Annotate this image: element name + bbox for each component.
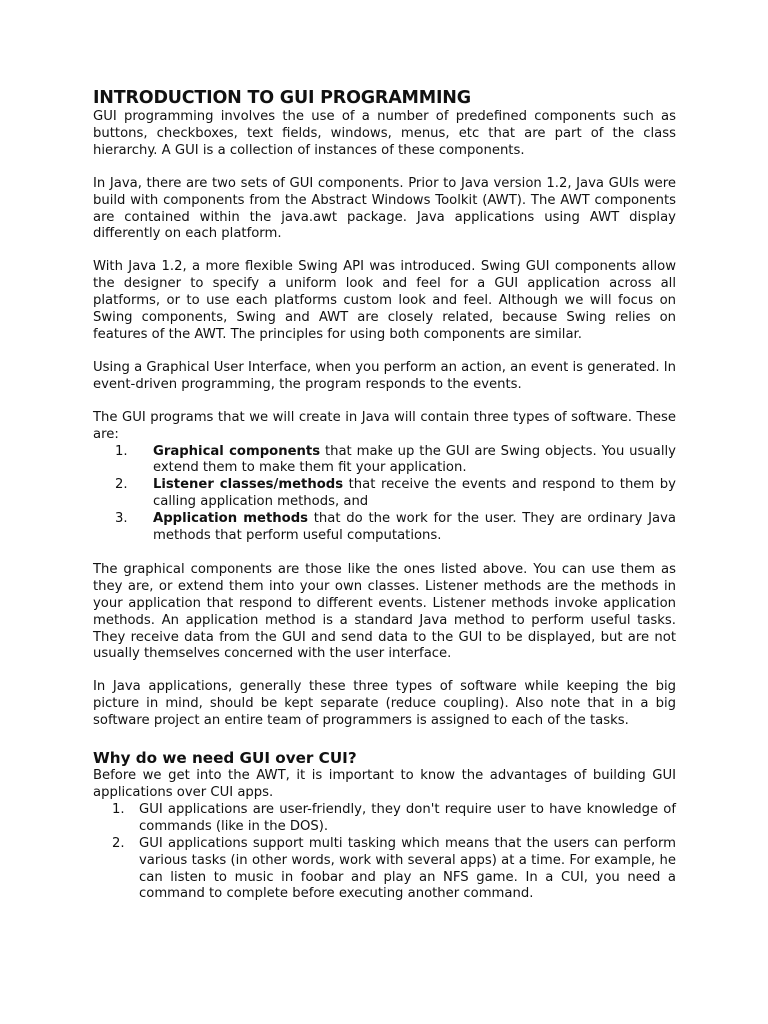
paragraph-intro: GUI programming involves the use of a number of predefined components such as buttons, checkboxes, text fields, windows, menus, etc that are part of the class hierarchy. A GUI is a collection of instances of these components. — [93, 109, 676, 158]
paragraph-software-types: The GUI programs that we will create in Java will contain three types of software. These are: — [93, 409, 676, 442]
list-item — [93, 511, 676, 545]
section-heading: Why do we need GUI over CUI? — [93, 749, 357, 768]
list-number: 2. — [115, 477, 128, 493]
advantages-list — [93, 802, 676, 903]
list-text: GUI applications support multi tasking which means that the users can perform various tasks (in other words, work with several apps) at a time. For example, he can listen to music in foobar and play an NFS game. In a CUI, you need a command to complete before executing another command. — [139, 835, 676, 902]
list-number: 3. — [115, 511, 128, 527]
list-number: 1. — [115, 443, 128, 459]
list-item — [93, 444, 676, 478]
software-types-list — [93, 444, 676, 545]
list-item — [93, 836, 676, 904]
list-item — [93, 477, 676, 511]
paragraph-coupling: In Java applications, generally these three types of software while keeping the big picture in mind, should be kept separate (reduce coupling). Also note that in a big software project an entire team of programmers is assigned to each of the tasks. — [93, 679, 676, 729]
list-text — [153, 444, 676, 478]
list-description: that make up the GUI are Swing objects. You usually extend them to make them fit your application. — [153, 443, 676, 476]
list-text — [153, 477, 676, 511]
paragraph-awt: In Java, there are two sets of GUI components. Prior to Java version 1.2, Java GUIs were build with components from the Abstract Windows Toolkit (AWT). The AWT components are contained within the java.awt package. Java applications using AWT display differently on each platform. — [93, 175, 676, 242]
list-number: 2. — [112, 835, 125, 851]
list-term: Listener classes/methods — [153, 477, 344, 493]
list-number: 1. — [112, 801, 125, 817]
paragraph-events: Using a Graphical User Interface, when you perform an action, an event is generated. In event-driven programming, the program responds to the events. — [93, 359, 676, 392]
list-description: that do the work for the user. They are ordinary Java methods that perform useful computations. — [153, 511, 676, 544]
list-term: Graphical components — [153, 443, 321, 459]
page-title: INTRODUCTION TO GUI PROGRAMMING — [93, 88, 471, 108]
list-text — [153, 511, 676, 545]
paragraph-components: The graphical components are those like the ones listed above. You can use them as they are, or extend them into your own classes. Listener methods are the methods in your application that respond to different events. Listener methods invoke application methods. An application method is a standard Java method to perform useful tasks. They receive data from the GUI and send data to the GUI to be displayed, but are not usually themselves concerned with the user interface. — [93, 561, 676, 662]
list-term: Application methods — [153, 511, 308, 527]
paragraph-gui-vs-cui: Before we get into the AWT, it is important to know the advantages of building GUI applications over CUI apps. — [93, 768, 676, 800]
list-description: that receive the events and respond to them by calling application methods, and — [153, 477, 676, 510]
list-text: GUI applications are user-friendly, they don't require user to have knowledge of commands (like in the DOS). — [139, 801, 676, 834]
list-item — [93, 802, 676, 836]
paragraph-swing: With Java 1.2, a more flexible Swing API was introduced. Swing GUI components allow the designer to specify a uniform look and feel for a GUI application across all platforms, or to use each platforms custom look and feel. Although we will focus on Swing components, Swing and AWT are closely related, because Swing relies on features of the AWT. The principles for using both components are similar. — [93, 259, 676, 342]
